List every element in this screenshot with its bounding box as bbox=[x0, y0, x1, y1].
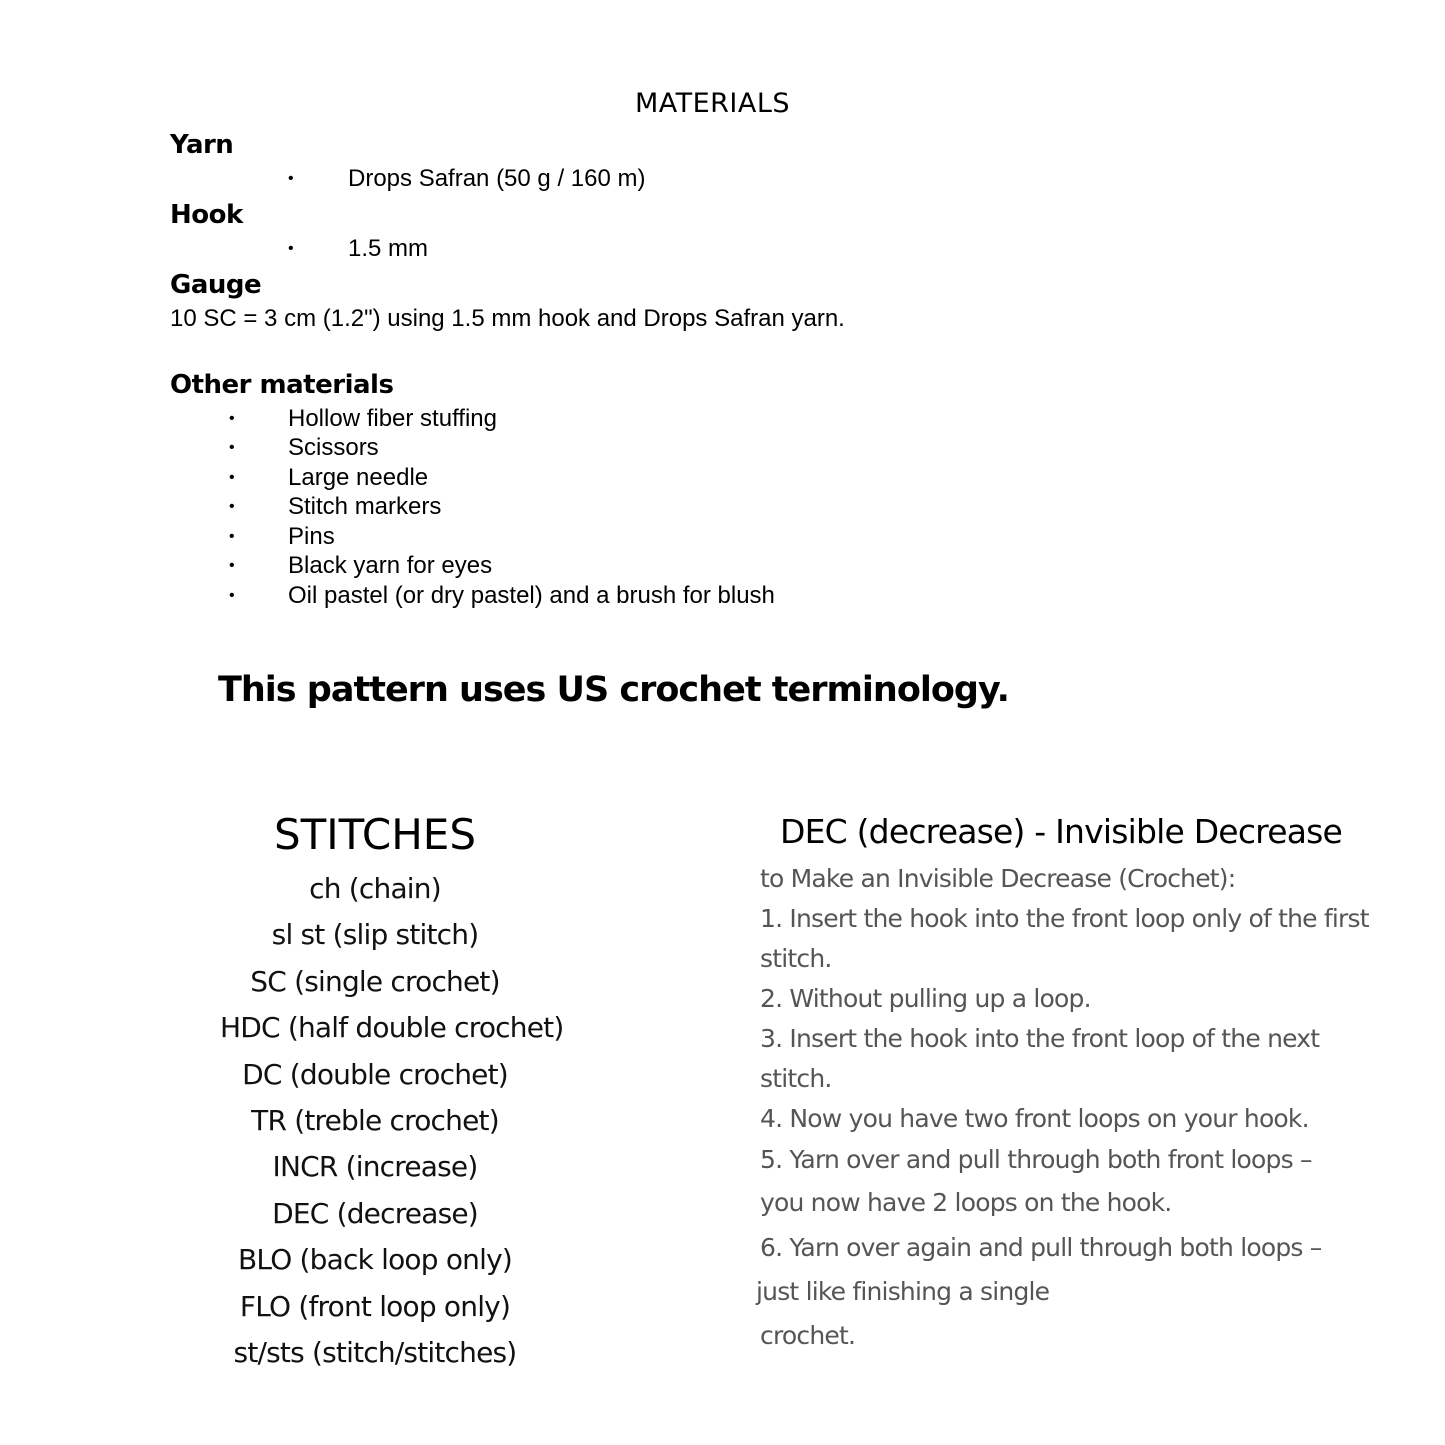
other-bullet: • bbox=[229, 469, 235, 486]
stitch-item: BLO (back loop only) bbox=[238, 1243, 512, 1276]
decrease-step: 3. Insert the hook into the front loop of the next bbox=[760, 1024, 1320, 1053]
hook-bullet: • bbox=[288, 240, 294, 257]
other-bullet: • bbox=[229, 587, 235, 604]
decrease-step: 1. Insert the hook into the front loop only of the first bbox=[760, 904, 1369, 933]
other-bullet: • bbox=[229, 557, 235, 574]
decrease-step: 6. Yarn over again and pull through both loops – bbox=[760, 1233, 1322, 1262]
stitch-item: FLO (front loop only) bbox=[239, 1290, 511, 1323]
decrease-step: to Make an Invisible Decrease (Crochet): bbox=[760, 864, 1236, 893]
stitch-item: INCR (increase) bbox=[272, 1150, 478, 1183]
hook-heading: Hook bbox=[170, 200, 243, 230]
other-item: Oil pastel (or dry pastel) and a brush for blush bbox=[288, 582, 775, 609]
other-bullet: • bbox=[229, 410, 235, 427]
materials-title: MATERIALS bbox=[634, 88, 791, 119]
other-bullet: • bbox=[229, 439, 235, 456]
hook-item: 1.5 mm bbox=[348, 235, 429, 262]
stitch-item: DEC (decrease) bbox=[272, 1197, 478, 1230]
other-item: Scissors bbox=[288, 434, 379, 461]
decrease-step: 5. Yarn over and pull through both front loops – bbox=[760, 1145, 1312, 1174]
decrease-step: stitch. bbox=[760, 944, 832, 973]
stitch-item: DC (double crochet) bbox=[242, 1058, 508, 1091]
decrease-step: stitch. bbox=[760, 1064, 832, 1093]
other-item: Stitch markers bbox=[288, 493, 442, 520]
stitch-item: ch (chain) bbox=[309, 872, 441, 905]
yarn-bullet: • bbox=[288, 170, 294, 187]
gauge-text: 10 SC = 3 cm (1.2") using 1.5 mm hook and Drops Safran yarn. bbox=[170, 305, 845, 332]
decrease-step: crochet. bbox=[760, 1321, 856, 1350]
stitch-item: st/sts (stitch/stitches) bbox=[233, 1336, 517, 1369]
decrease-step: just like finishing a single bbox=[756, 1277, 1050, 1306]
other-item: Pins bbox=[288, 523, 335, 550]
stitch-item: sl st (slip stitch) bbox=[271, 918, 479, 951]
invisible-decrease-title: DEC (decrease) - Invisible Decrease bbox=[780, 812, 1343, 851]
other-bullet: • bbox=[229, 498, 235, 515]
other-item: Black yarn for eyes bbox=[288, 552, 493, 579]
other-item: Hollow fiber stuffing bbox=[288, 405, 497, 432]
gauge-heading: Gauge bbox=[170, 270, 262, 300]
other-item: Large needle bbox=[288, 464, 429, 491]
decrease-step: 4. Now you have two front loops on your hook. bbox=[760, 1104, 1309, 1133]
other-materials-heading: Other materials bbox=[170, 370, 394, 400]
decrease-step: 2. Without pulling up a loop. bbox=[760, 984, 1091, 1013]
stitch-item: TR (treble crochet) bbox=[251, 1104, 499, 1137]
yarn-heading: Yarn bbox=[170, 130, 234, 160]
terminology-note: This pattern uses US crochet terminology. bbox=[218, 670, 1009, 710]
stitch-item: SC (single crochet) bbox=[250, 965, 500, 998]
stitch-item: HDC (half double crochet) bbox=[220, 1011, 564, 1044]
decrease-step: you now have 2 loops on the hook. bbox=[760, 1188, 1172, 1217]
yarn-item: Drops Safran (50 g / 160 m) bbox=[348, 165, 646, 192]
other-bullet: • bbox=[229, 528, 235, 545]
stitches-title: STITCHES bbox=[273, 810, 476, 859]
